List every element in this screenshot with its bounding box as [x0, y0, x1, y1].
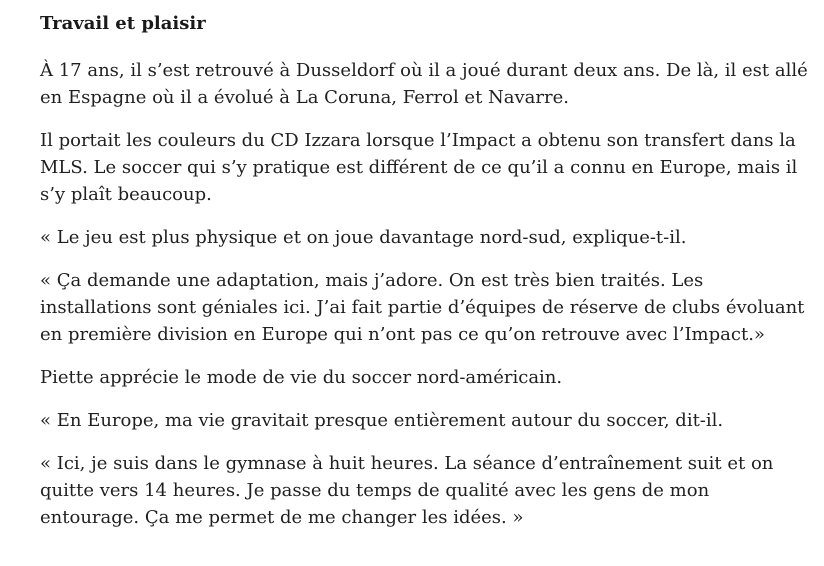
article-paragraph: « Ça demande une adaptation, mais j’adore. On est très bien traités. Les installations sont géniales ici. J’ai fait partie d’équipes de réserve de clubs évoluant en première division en Europe qui n’ont pas ce qu’on retrouve avec l’Impact.»	[40, 270, 805, 345]
article-paragraph: « Le jeu est plus physique et on joue davantage nord-sud, explique-t-il.	[40, 227, 687, 248]
article-paragraph: « Ici, je suis dans le gymnase à huit heures. La séance d’entraînement suit et on quitte vers 14 heures. Je passe du temps de qualité avec les gens de mon entourage. Ça me permet de me changer les idées. »	[40, 453, 774, 528]
article-paragraph: À 17 ans, il s’est retrouvé à Dusseldorf où il a joué durant deux ans. De là, il est allé en Espagne où il a évolué à La Coruna, Ferrol et Navarre.	[40, 60, 808, 108]
article-paragraph: « En Europe, ma vie gravitait presque entièrement autour du soccer, dit-il.	[40, 410, 724, 431]
article-paragraph: Il portait les couleurs du CD Izzara lorsque l’Impact a obtenu son transfert dans la MLS. Le soccer qui s’y pratique est différent de ce qu’il a connu en Europe, mais il s’y plaît beaucoup.	[40, 130, 798, 205]
section-heading: Travail et plaisir	[40, 13, 206, 34]
article-paragraph: Piette apprécie le mode de vie du soccer nord-américain.	[40, 367, 563, 388]
article-body	[40, 0, 810, 531]
